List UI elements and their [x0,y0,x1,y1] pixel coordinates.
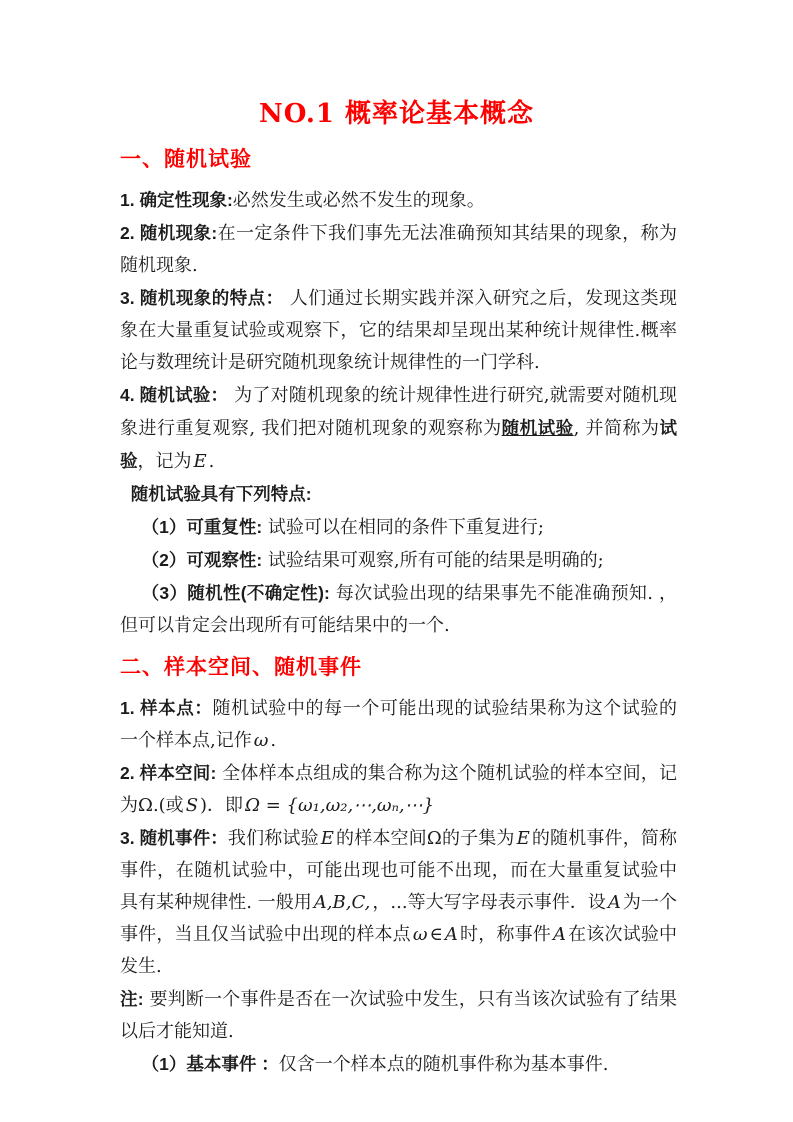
term-label: 3. 随机事件： [120,828,228,848]
body-text: 每次试验出现的结果事先不能准确预知. ，但可以肯定会出现所有可能结果中的一个. [120,583,678,636]
page-title: NO.1 概率论基本概念 [258,99,535,129]
term-label: 3. 随机现象的特点： [120,288,284,308]
body-text: . [270,730,277,751]
body-text: , 并简称为 [573,418,660,439]
note-label: 注: [120,989,144,1009]
term-label: 2. 随机现象: [120,223,218,243]
term-label: 4. 随机试验： [120,385,229,405]
math-var-Omega: Ω [138,795,153,816]
paragraph-observability [120,544,677,577]
document-content [0,146,793,1081]
body-text: 试验结果可观察,所有可能的结果是明确的; [262,550,604,571]
body-text: 试验可以在相同的条件下重复进行; [262,517,544,538]
paragraph-basic-event [120,1048,677,1081]
body-text: 在一定条件下我们事先无法准确预知其结果的现象，称为随机现象. [120,223,677,276]
term-label: 随机试验具有下列特点: [130,484,312,504]
math-var-A: A [552,924,566,945]
body-text: 为一个事件，当且仅当试验中出现的样本点 [120,892,677,945]
term-label: （3）随机性(不确定性): [141,583,330,603]
term-label: （1）基本事件 ： [141,1054,279,1074]
body-text: 在该次试验中发生. [120,924,678,977]
math-formula-sample-space: Ω = {ω₁,ω₂,⋯,ωₙ,⋯} [245,795,435,816]
paragraph-experiment-features-intro [120,478,677,511]
paragraph-random-phenomenon [120,217,677,282]
math-var-E: E [320,828,334,849]
term-label: （1）可重复性: [141,517,263,537]
body-text: 人们通过长期实践并深入研究之后，发现这类现象在大量重复试验或观察下，它的结果却呈现出某种统计规律性.概率论与数理统计是研究随机现象统计规律性的一门学科. [120,288,677,373]
body-text: 为了对随机现象的统计规律性进行研究,就需要对随机现象进行重复观察, 我们把对随机现象的观察称为 [120,385,677,439]
term-label: 1. 样本点： [120,698,213,718]
body-text: 仅含一个样本点的随机事件称为基本事件. [278,1054,609,1075]
body-text: 时，称事件 [459,924,551,945]
body-text: 的子集为 [441,828,515,849]
body-text: 必然发生或必然不发生的现象。 [232,190,485,211]
paragraph-deterministic-phenomenon [120,184,677,217]
section-heading-random-experiment: 一、随机试验 [120,148,252,171]
paragraph-random-phenomenon-features [120,282,677,379]
term-label: 1. 确定性现象: [120,190,233,210]
body-text: . [208,451,215,472]
math-var-E: E [193,451,207,472]
term-label: 2. 样本空间: [120,763,217,783]
paragraph-sample-point [120,692,677,757]
body-text: ，记为 [137,451,192,472]
paragraph-sample-space [120,757,677,822]
body-text: 要判断一个事件是否在一次试验中发生，只有当该次试验有了结果以后才能知道. [120,989,678,1042]
math-var-A: A [607,892,621,913]
math-var-ABC: A,B,C, [313,892,371,913]
math-var-A: A [444,924,458,945]
math-var-E: E [516,828,530,849]
math-var-Omega: Ω [426,828,442,849]
paragraph-randomness [120,577,677,642]
math-var-omega: ω [253,730,269,751]
body-text: ，...等大写字母表示事件．设 [372,892,606,913]
emphasized-term-underlined: 随机试验 [501,418,574,438]
element-of-symbol: ∈ [429,924,443,945]
body-text: 全体样本点组成的集合称为这个随机试验的样本空间，记为 [120,763,677,816]
math-var-omega: ω [412,924,428,945]
body-text: )．即 [200,795,244,816]
paragraph-note [120,983,677,1048]
paragraph-random-experiment-def [120,379,677,478]
body-text: 的随机事件，简称事件，在随机试验中，可能出现也可能不出现，而在大量重复试验中具有某种规律性. 一般用 [120,828,678,913]
body-text: 随机试验中的每一个可能出现的试验结果称为这个试验的一个样本点,记作 [120,698,677,751]
body-text: 的样本空间 [335,828,427,849]
math-var-S: S [185,795,199,816]
paragraph-repeatability [120,511,677,544]
term-label: （2）可观察性: [141,550,263,570]
paragraph-random-event [120,822,677,983]
body-text: 我们称试验 [227,828,319,849]
body-text: .(或 [152,795,184,816]
emphasized-term: 试验 [120,418,678,471]
section-heading-sample-space: 二、样本空间、随机事件 [120,656,362,679]
